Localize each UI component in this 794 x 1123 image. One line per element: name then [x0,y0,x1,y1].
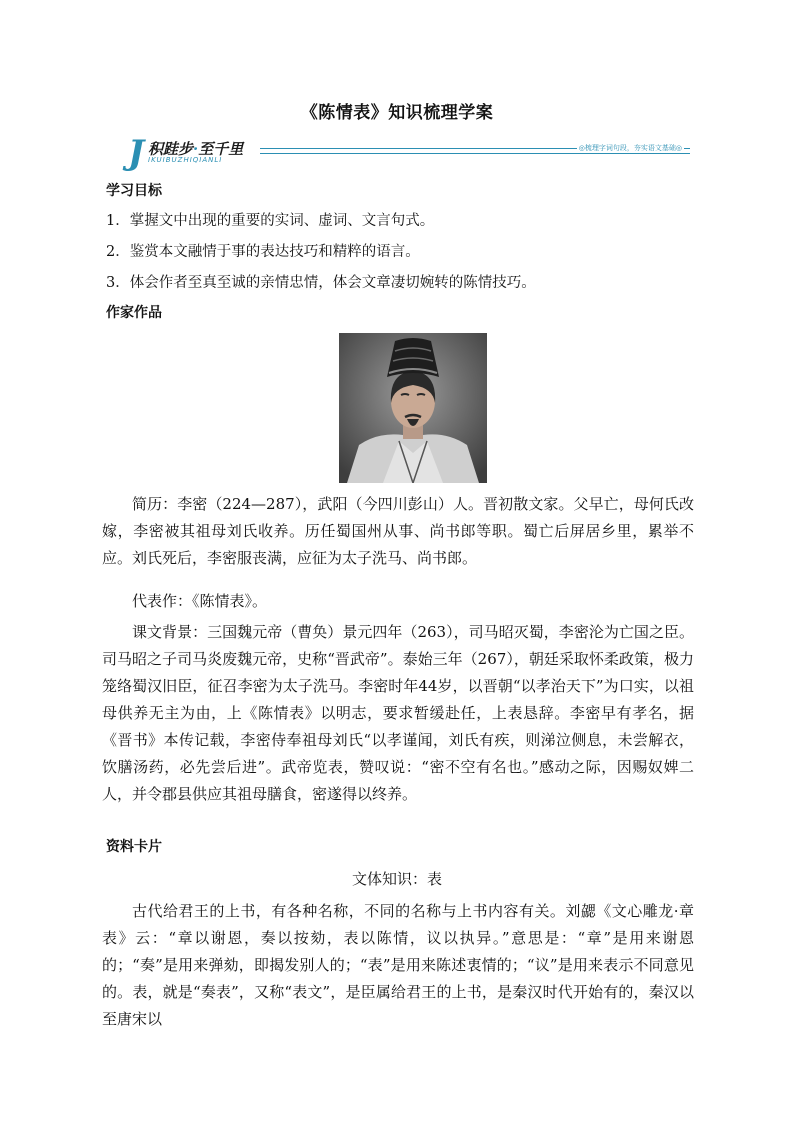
banner-pinyin: IKUIBUZHIQIANLI [148,156,223,164]
section-banner [128,133,694,173]
banner-tag: ◎梳理字词句段，夯实语文基础◎ [578,144,682,152]
goal-item: 3．体会作者至真至诚的亲情忠情，体会文章凄切婉转的陈情技巧。 [106,275,536,291]
works-paragraph: 代表作：《陈情表》。 [132,592,268,610]
genre-paragraph: 古代给君王的上书，有各种名称，不同的名称与上书内容有关。刘勰《文心雕龙·章表》云：“章以谢恩，奏以按劾，表以陈情，议以执异。”意思是：“章”是用来谢恩的；“奏”是用来弹劾，即揭发别人的；“表”是用来陈述衷情的；“议”是用来表示不同意见的。表，就是“奏表”，又称“表文”，是臣属给君王的上书，是秦汉时代开始有的，秦汉以至唐宋以 [102,902,694,1028]
banner-title-b: 至千里 [198,140,244,158]
banner-letter: J [128,133,145,173]
portrait-illustration [339,333,487,483]
goal-item: 2．鉴赏本文融情于事的表达技巧和精粹的语言。 [106,244,420,260]
banner-title-a: 积跬步 [148,140,194,158]
genre-heading: 文体知识：表 [351,870,442,888]
author-portrait-image [339,333,487,483]
goal-item: 1．掌握文中出现的重要的实词、虚词、文言句式。 [106,213,435,229]
banner-title-dot: · [193,140,199,158]
page-title: 《陈情表》知识梳理学案 [300,103,494,123]
bio-paragraph: 简历：李密（224—287），武阳（今四川彭山）人。晋初散文家。父早亡，母何氏改嫁，李密被其祖母刘氏收养。历任蜀国州从事、尚书郎等职。蜀亡后屏居乡里，累举不应。刘氏死后，李密服丧满，应征为太子洗马、尚书郎。 [102,495,694,567]
goals-heading: 学习目标 [106,183,162,199]
card-heading: 资料卡片 [106,839,162,855]
background-paragraph: 课文背景：三国魏元帝（曹奂）景元四年（263），司马昭灭蜀，李密沦为亡国之臣。司马昭之子司马炎废魏元帝，史称“晋武帝”。泰始三年（267），朝廷采取怀柔政策，极力笼络蜀汉旧臣，征召李密为太子洗马。李密时年44岁，以晋朝“以孝治天下”为口实，以祖母供养无主为由，上《陈情表》以明志，要求暂缓赴任，上表恳辞。李密早有孝名，据《晋书》本传记载，李密侍奉祖母刘氏“以孝谨闻，刘氏有疾，则涕泣侧息，未尝解衣，饮膳汤药，必先尝后进”。武帝览表，赞叹说：“密不空有名也。”感动之际，因赐奴婢二人，并令郡县供应其祖母膳食，密遂得以终养。 [102,623,694,803]
author-heading: 作家作品 [106,305,162,321]
